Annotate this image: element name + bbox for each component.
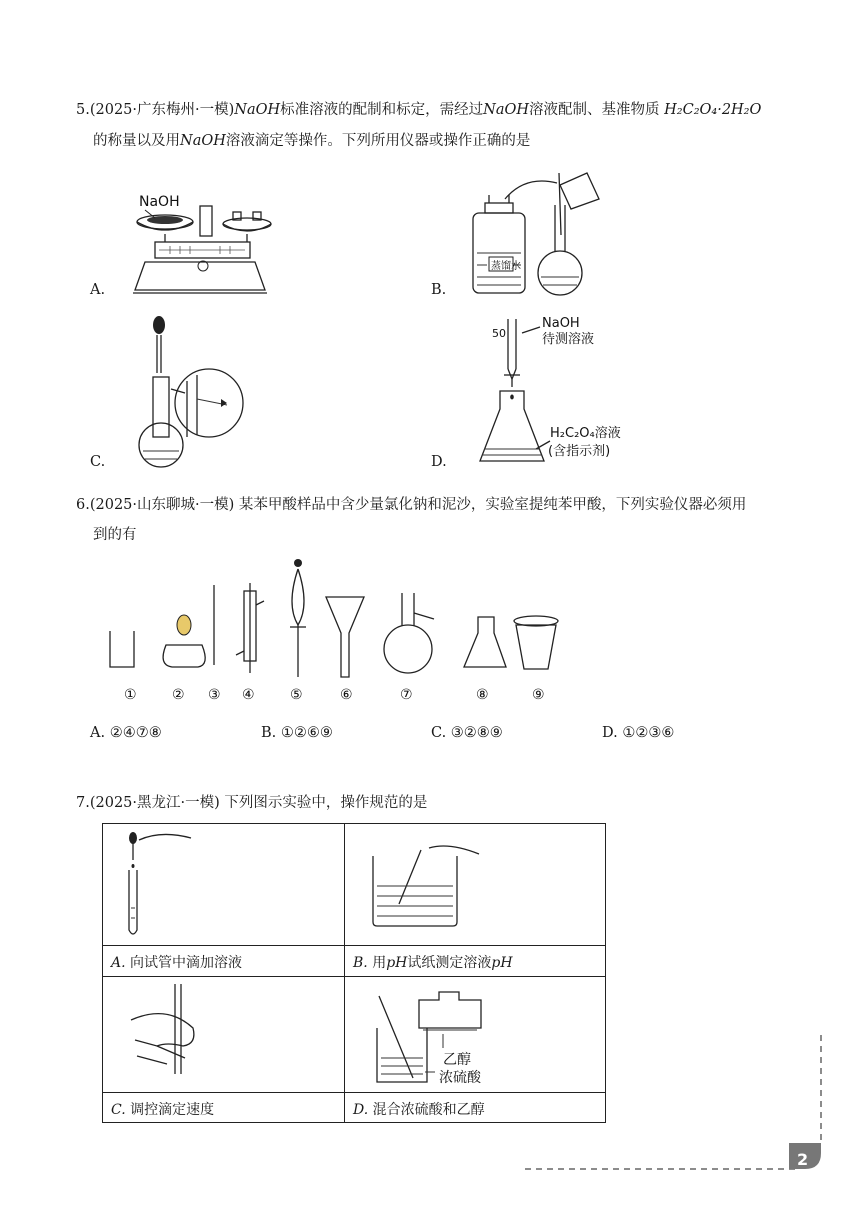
ethanol-label: 乙醇 — [443, 1052, 471, 1068]
q6-source: (2025·山东聊城·一模) — [89, 497, 235, 513]
q5-naoh-1: NaOH — [234, 102, 281, 118]
titration-figure — [470, 315, 660, 475]
item-3: ③ — [208, 687, 221, 703]
q6-text-2: 到的有 — [93, 527, 137, 543]
cell-b-caption — [353, 952, 513, 972]
cell-d-caption — [353, 1099, 485, 1119]
item-1: ① — [124, 687, 137, 703]
cell-b-label: B. — [353, 955, 368, 971]
cell-a-label: A. — [111, 955, 126, 971]
q6-option-c-label: C. — [431, 725, 447, 741]
analyte-label-1: H₂C₂O₄溶液 — [550, 426, 621, 441]
table-divider-2 — [103, 976, 605, 977]
test-tube-figure — [121, 830, 211, 942]
cell-b-text-a: 用 — [372, 955, 387, 971]
q5-naoh-3: NaOH — [180, 133, 226, 149]
q6-option-d-label: D. — [602, 725, 618, 741]
item-2: ② — [172, 687, 185, 703]
q5-option-a: A. — [90, 282, 106, 298]
q5-source: (2025·广东梅州·一模) — [89, 102, 235, 118]
q6-number: 6. — [76, 497, 90, 513]
q7-number: 7. — [76, 795, 90, 811]
ph-test-figure — [369, 842, 479, 932]
q6-option-d-text: ①②③⑥ — [622, 725, 675, 741]
q5-naoh-2: NaOH — [483, 102, 530, 118]
page-number: 2 — [797, 1150, 809, 1169]
q6-option-a-text: ②④⑦⑧ — [109, 725, 162, 741]
pouring-figure — [465, 165, 605, 300]
q7-source: (2025·黑龙江·一模) — [89, 795, 220, 811]
q6-option-b-text: ①②⑥⑨ — [280, 725, 333, 741]
q5-line2 — [93, 131, 530, 151]
item-7: ⑦ — [400, 687, 413, 703]
dropper-flask-figure — [135, 315, 255, 470]
q7-line1 — [76, 793, 427, 813]
item-9: ⑨ — [532, 687, 545, 703]
item-6: ⑥ — [340, 687, 353, 703]
cell-a-text: 向试管中滴加溶液 — [130, 955, 243, 971]
page-corner-decoration — [525, 1035, 825, 1175]
mixing-figure — [373, 984, 533, 1088]
q6-line1 — [76, 495, 746, 515]
cell-c-text: 调控滴定速度 — [130, 1102, 215, 1118]
q5-option-c: C. — [90, 454, 106, 470]
item-5: ⑤ — [290, 687, 303, 703]
apparatus-numbers — [124, 687, 545, 703]
apparatus-row — [100, 555, 570, 703]
cell-c-label: C. — [111, 1102, 126, 1118]
analyte-label-2: (含指示剂) — [548, 444, 611, 459]
q5-option-d: D. — [431, 454, 447, 470]
q5-option-b: B. — [431, 282, 447, 298]
cell-a-caption — [111, 952, 242, 972]
q6-line2 — [93, 525, 137, 545]
q5-text-3: 的称量以及用 — [93, 133, 180, 149]
q6-option-a — [90, 725, 162, 741]
q5-number: 5. — [76, 102, 90, 118]
balance-naoh-label: NaOH — [139, 194, 180, 210]
titrant-label-1: NaOH — [542, 316, 580, 331]
q6-text-1: 某苯甲酸样品中含少量氯化钠和泥沙，实验室提纯苯甲酸，下列实验仪器必须用 — [238, 497, 747, 513]
titration-control-figure — [127, 984, 227, 1089]
q5-line1 — [76, 100, 761, 120]
q6-option-a-label: A. — [90, 725, 106, 741]
cell-b-ph-2: pH — [491, 955, 513, 971]
table-divider-v — [344, 824, 345, 1122]
q6-option-b — [261, 725, 333, 741]
item-8: ⑧ — [476, 687, 489, 703]
q6-option-b-label: B. — [261, 725, 277, 741]
q5-text-4: 溶液滴定等操作。下列所用仪器或操作正确的是 — [225, 133, 531, 149]
q5-formula: H₂C₂O₄·2H₂O — [664, 102, 762, 118]
q6-option-d — [602, 725, 674, 741]
distilled-water-label: 蒸馏水 — [491, 261, 521, 272]
q7-text: 下列图示实验中，操作规范的是 — [224, 795, 428, 811]
cell-d-label: D. — [353, 1102, 369, 1118]
q5-text-2: 溶液配制、基准物质 — [529, 102, 660, 118]
q6-option-c-text: ③②⑧⑨ — [450, 725, 503, 741]
cell-d-text: 混合浓硫酸和乙醇 — [372, 1102, 485, 1118]
q5-text-1: 标准溶液的配制和标定，需经过 — [280, 102, 484, 118]
item-4: ④ — [242, 687, 255, 703]
q6-option-c — [431, 725, 503, 741]
cell-c-caption — [111, 1099, 214, 1119]
table-divider-1 — [103, 945, 605, 946]
titrant-label-2: 待测溶液 — [542, 332, 595, 347]
sulfuric-acid-label: 浓硫酸 — [439, 1070, 481, 1086]
cell-b-text-b: 试纸测定溶液 — [407, 955, 492, 971]
balance-figure — [125, 190, 275, 300]
cell-b-ph-1: pH — [386, 955, 408, 971]
burette-scale-label: 50 — [492, 327, 506, 340]
